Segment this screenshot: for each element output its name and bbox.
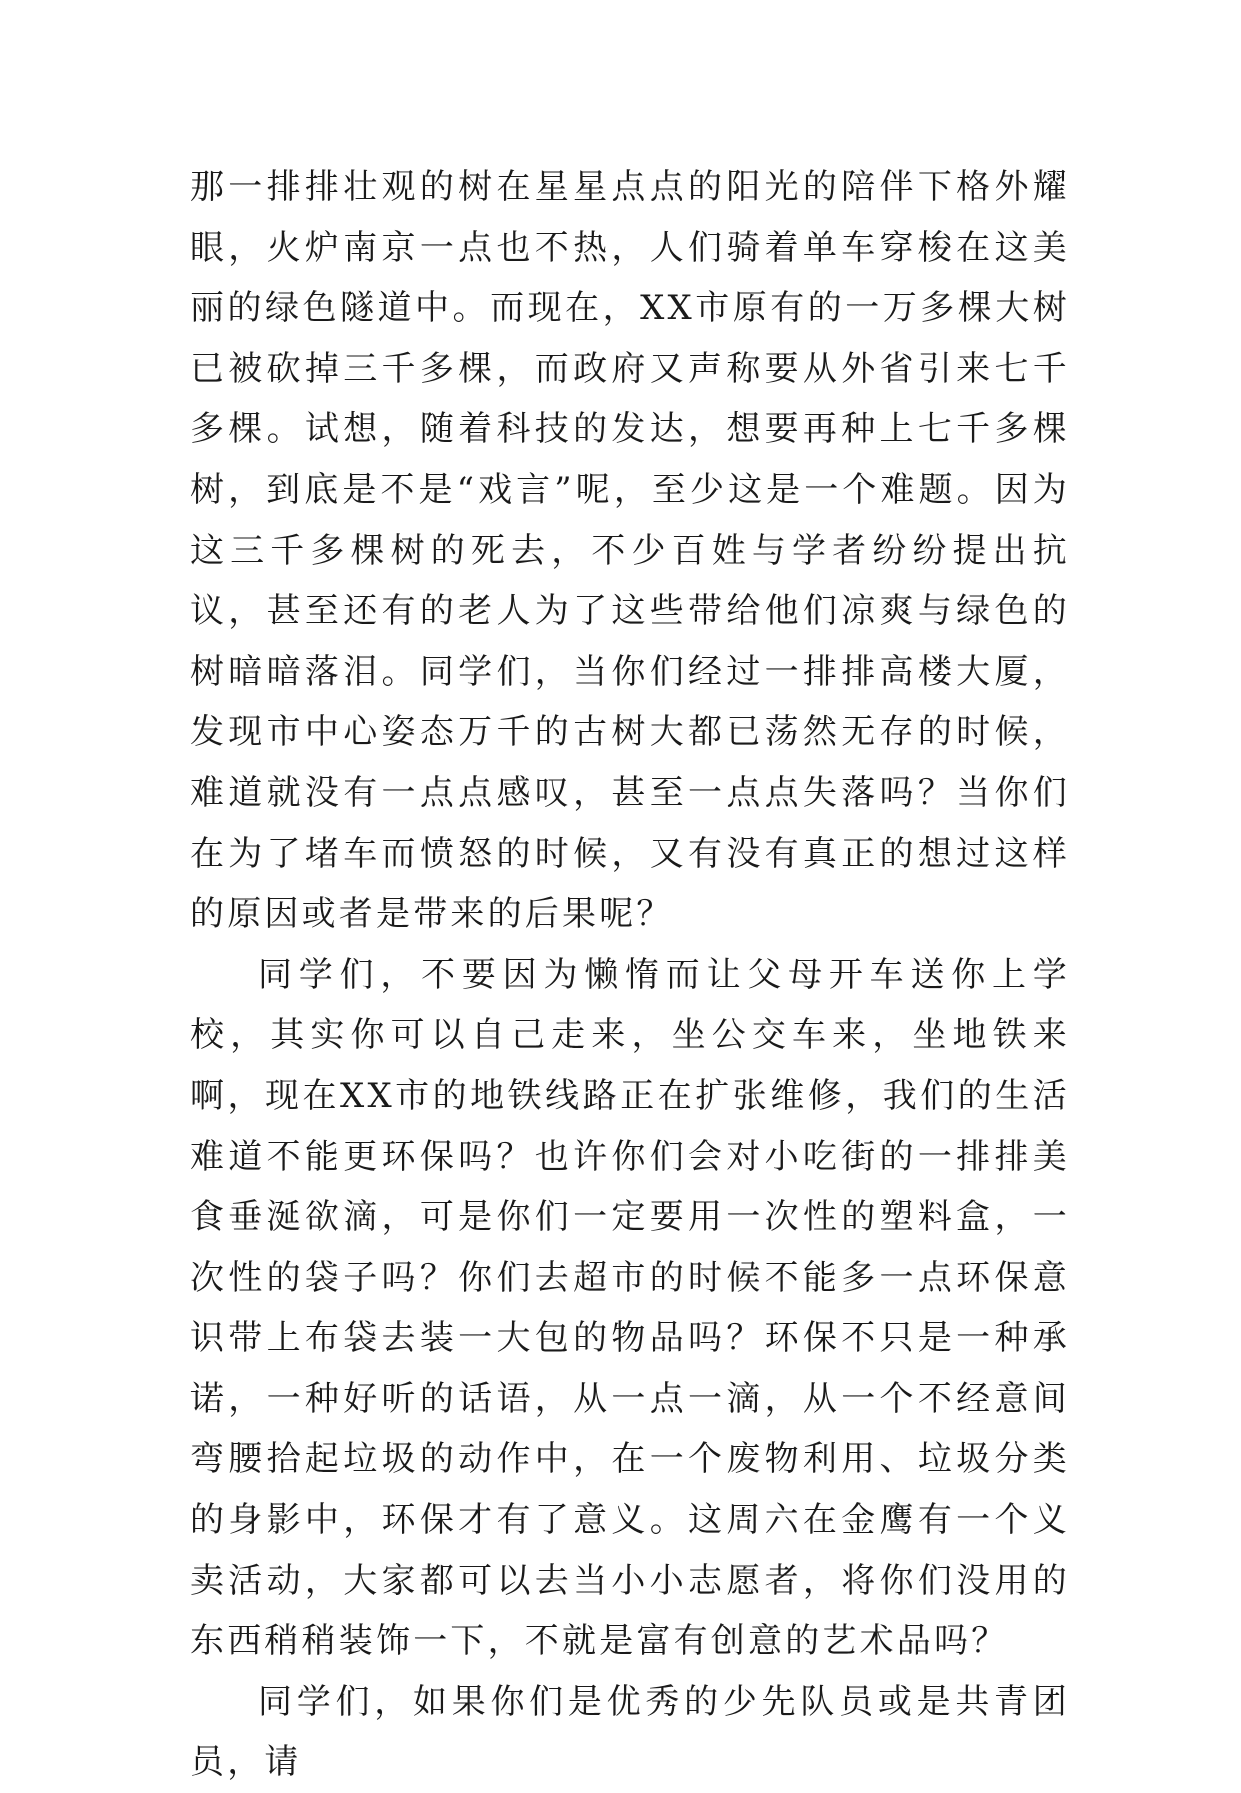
paragraph-3: 同学们，如果你们是优秀的少先队员或是共青团员，请 [190, 1681, 1070, 1783]
paragraph-1: 那一排排壮观的树在星星点点的阳光的陪伴下格外耀眼，火炉南京一点也不热，人们骑着单车穿梭在这美丽的绿色隧道中。而现在，XX市原有的一万多棵大树已被砍掉三千多棵，而政府又声称要从外省引来七千多棵。试想，随着科技的发达，想要再种上七千多棵树，到底是不是“戏言”呢，至少这是一个难题。因为这三千多棵树的死去，不少百姓与学者纷纷提出抗议，甚至还有的老人为了这些带给他们凉爽与绿色的树暗暗落泪。同学们，当你们经过一排排高楼大厦，发现市中心姿态万千的古树大都已荡然无存的时候，难道就没有一点点感叹，甚至一点点失落吗？当你们在为了堵车而愤怒的时候，又有没有真正的想过这样的原因或者是带来的后果呢？ [190, 167, 1070, 935]
paragraph-2: 同学们，不要因为懒惰而让父母开车送你上学校，其实你可以自己走来，坐公交车来，坐地铁来啊，现在XX市的地铁线路正在扩张维修，我们的生活难道不能更环保吗？也许你们会对小吃街的一排排美食垂涎欲滴，可是你们一定要用一次性的塑料盒，一次性的袋子吗？你们去超市的时候不能多一点环保意识带上布袋去装一大包的物品吗？环保不只是一种承诺，一种好听的话语，从一点一滴，从一个不经意间弯腰拾起垃圾的动作中，在一个废物利用、垃圾分类的身影中，环保才有了意义。这周六在金鹰有一个义卖活动，大家都可以去当小小志愿者，将你们没用的东西稍稍装饰一下，不就是富有创意的艺术品吗？ [190, 954, 1070, 1662]
body-text [190, 157, 1070, 1793]
